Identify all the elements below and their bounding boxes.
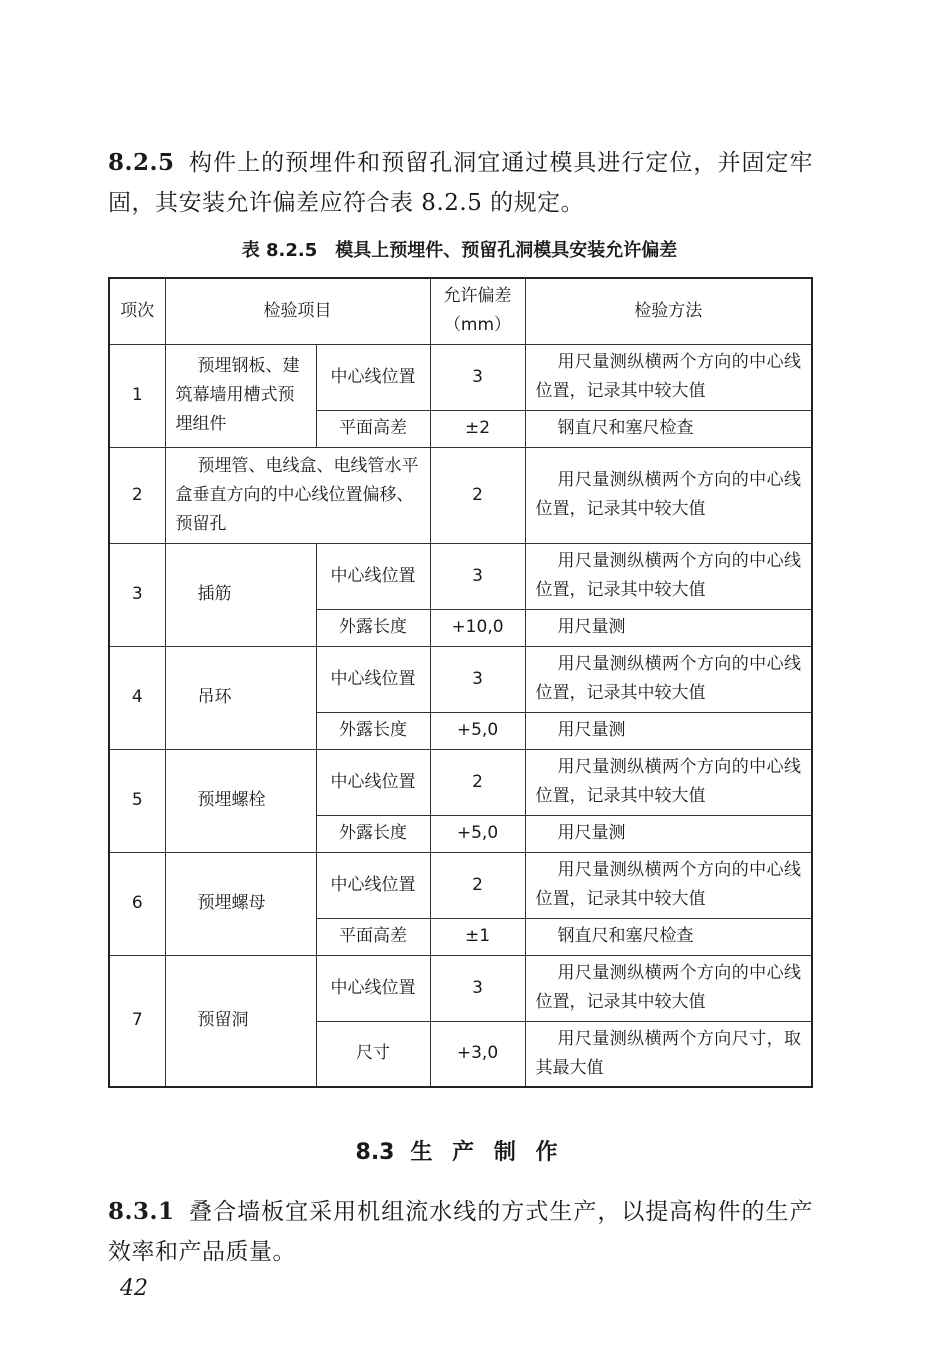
table-row bbox=[109, 344, 812, 410]
row-method: 钢直尺和塞尺检查 bbox=[525, 918, 812, 955]
row-tolerance: 2 bbox=[430, 852, 525, 918]
row-tolerance: ±2 bbox=[430, 410, 525, 447]
row-tolerance: 3 bbox=[430, 646, 525, 712]
clause-text: 构件上的预埋件和预留孔洞宜通过模具进行定位，并固定牢固，其安装允许偏差应符合表 8.2.5 的规定。 bbox=[108, 150, 813, 216]
table-row bbox=[109, 646, 812, 712]
row-tolerance: +3,0 bbox=[430, 1021, 525, 1087]
row-number: 4 bbox=[109, 646, 165, 749]
row-number: 3 bbox=[109, 543, 165, 646]
row-item-name: 插筋 bbox=[165, 543, 316, 646]
row-sub-item: 中心线位置 bbox=[316, 749, 430, 815]
row-item-name: 预埋螺母 bbox=[165, 852, 316, 955]
row-sub-item: 尺寸 bbox=[316, 1021, 430, 1087]
header-inspection-item: 检验项目 bbox=[165, 278, 430, 344]
row-sub-item: 外露长度 bbox=[316, 815, 430, 852]
header-tolerance bbox=[430, 278, 525, 344]
row-method: 用尺量测 bbox=[525, 712, 812, 749]
row-method: 用尺量测纵横两个方向的中心线位置，记录其中较大值 bbox=[525, 955, 812, 1021]
table-caption-title: 模具上预埋件、预留孔洞模具安装允许偏差 bbox=[335, 240, 678, 261]
row-tolerance: 3 bbox=[430, 543, 525, 609]
row-number: 7 bbox=[109, 955, 165, 1087]
row-tolerance: +5,0 bbox=[430, 815, 525, 852]
tolerance-table bbox=[108, 277, 813, 1088]
table-row bbox=[109, 749, 812, 815]
row-number: 6 bbox=[109, 852, 165, 955]
header-tolerance-unit: （mm） bbox=[443, 315, 512, 336]
table-row bbox=[109, 447, 812, 543]
table-caption bbox=[108, 236, 811, 266]
row-method: 用尺量测 bbox=[525, 609, 812, 646]
row-method: 用尺量测纵横两个方向的中心线位置，记录其中较大值 bbox=[525, 447, 812, 543]
clause-number: 8.3.1 bbox=[108, 1198, 175, 1225]
clause-number: 8.2.5 bbox=[108, 149, 175, 176]
row-number: 1 bbox=[109, 344, 165, 447]
header-tolerance-label: 允许偏差 bbox=[443, 286, 512, 307]
clause-8-2-5 bbox=[108, 143, 813, 223]
clause-8-3-1 bbox=[108, 1192, 813, 1272]
clause-text: 叠合墙板宜采用机组流水线的方式生产，以提高构件的生产效率和产品质量。 bbox=[108, 1199, 813, 1265]
table-header-row bbox=[109, 278, 812, 344]
header-item-no: 项次 bbox=[109, 278, 165, 344]
row-method: 用尺量测 bbox=[525, 815, 812, 852]
row-tolerance: ±1 bbox=[430, 918, 525, 955]
table-row bbox=[109, 543, 812, 609]
row-method: 钢直尺和塞尺检查 bbox=[525, 410, 812, 447]
section-title: 生 产 制 作 bbox=[410, 1140, 564, 1165]
row-sub-item: 外露长度 bbox=[316, 712, 430, 749]
row-number: 2 bbox=[109, 447, 165, 543]
row-sub-item: 中心线位置 bbox=[316, 955, 430, 1021]
table-row bbox=[109, 852, 812, 918]
row-tolerance: +10,0 bbox=[430, 609, 525, 646]
row-method: 用尺量测纵横两个方向的中心线位置，记录其中较大值 bbox=[525, 646, 812, 712]
row-tolerance: 3 bbox=[430, 955, 525, 1021]
row-tolerance: 2 bbox=[430, 749, 525, 815]
table-body bbox=[109, 344, 812, 1087]
section-heading bbox=[108, 1136, 811, 1170]
row-sub-item: 平面高差 bbox=[316, 410, 430, 447]
table-row bbox=[109, 955, 812, 1021]
row-sub-item: 中心线位置 bbox=[316, 852, 430, 918]
row-method: 用尺量测纵横两个方向尺寸，取其最大值 bbox=[525, 1021, 812, 1087]
row-number: 5 bbox=[109, 749, 165, 852]
row-tolerance: 3 bbox=[430, 344, 525, 410]
row-sub-item: 平面高差 bbox=[316, 918, 430, 955]
row-tolerance: 2 bbox=[430, 447, 525, 543]
row-sub-item: 中心线位置 bbox=[316, 646, 430, 712]
row-tolerance: +5,0 bbox=[430, 712, 525, 749]
row-sub-item: 中心线位置 bbox=[316, 344, 430, 410]
row-method: 用尺量测纵横两个方向的中心线位置，记录其中较大值 bbox=[525, 344, 812, 410]
table-caption-number: 表 8.2.5 bbox=[241, 240, 318, 261]
page-number: 42 bbox=[120, 1276, 148, 1301]
row-sub-item: 外露长度 bbox=[316, 609, 430, 646]
row-method: 用尺量测纵横两个方向的中心线位置，记录其中较大值 bbox=[525, 852, 812, 918]
row-item-name: 预埋钢板、建筑幕墙用槽式预埋组件 bbox=[165, 344, 316, 447]
row-item-name: 预埋螺栓 bbox=[165, 749, 316, 852]
row-method: 用尺量测纵横两个方向的中心线位置，记录其中较大值 bbox=[525, 749, 812, 815]
section-number: 8.3 bbox=[355, 1140, 395, 1165]
row-sub-item: 中心线位置 bbox=[316, 543, 430, 609]
row-item-name: 预埋管、电线盒、电线管水平盒垂直方向的中心线位置偏移、预留孔 bbox=[165, 447, 430, 543]
row-method: 用尺量测纵横两个方向的中心线位置，记录其中较大值 bbox=[525, 543, 812, 609]
header-method: 检验方法 bbox=[525, 278, 812, 344]
row-item-name: 吊环 bbox=[165, 646, 316, 749]
row-item-name: 预留洞 bbox=[165, 955, 316, 1087]
